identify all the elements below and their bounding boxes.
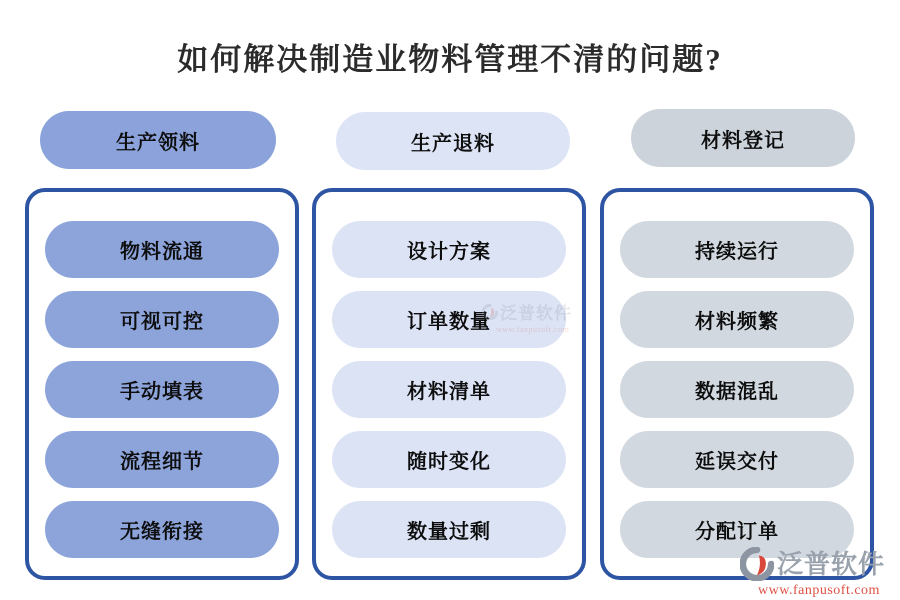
item-label: 材料清单 xyxy=(407,381,491,403)
item-label: 随时变化 xyxy=(407,451,491,473)
column-production-return xyxy=(312,188,586,580)
item-pill xyxy=(45,221,279,278)
item-label: 无缝衔接 xyxy=(120,521,204,543)
header-pill-material-registration xyxy=(631,109,855,167)
item-label: 分配订单 xyxy=(695,521,779,543)
item-label: 材料频繁 xyxy=(695,311,779,333)
item-label: 可视可控 xyxy=(120,311,204,333)
page-title: 如何解决制造业物料管理不清的问题? xyxy=(177,42,723,77)
item-pill xyxy=(332,501,566,558)
brand-name: 泛普软件 xyxy=(777,549,886,579)
item-pill xyxy=(332,221,566,278)
item-pill xyxy=(620,221,854,278)
watermark-url: www.fanpusoft.com xyxy=(496,325,570,334)
header-pill-label: 生产退料 xyxy=(411,132,495,155)
item-label: 延误交付 xyxy=(695,451,779,473)
column-material-registration xyxy=(600,188,874,580)
brand-logo xyxy=(740,547,898,599)
brand-url: www.fanpusoft.com xyxy=(758,583,880,598)
item-pill xyxy=(332,361,566,418)
item-pill xyxy=(45,431,279,488)
item-pill xyxy=(332,431,566,488)
item-label: 流程细节 xyxy=(120,451,204,473)
item-pill xyxy=(45,291,279,348)
item-pill xyxy=(620,361,854,418)
header-pill-label: 生产领料 xyxy=(116,131,200,154)
item-pill xyxy=(45,361,279,418)
item-label: 手动填表 xyxy=(120,381,204,403)
item-pill xyxy=(620,431,854,488)
item-label: 持续运行 xyxy=(695,241,779,263)
item-label: 数量过剩 xyxy=(407,521,491,543)
column-production-picking xyxy=(25,188,299,580)
item-label: 设计方案 xyxy=(407,241,491,263)
fanpu-swoosh-icon xyxy=(740,547,774,581)
item-label: 数据混乱 xyxy=(695,381,779,403)
header-pill-label: 材料登记 xyxy=(701,129,785,152)
header-pill-production-return xyxy=(336,112,570,170)
header-pill-production-picking xyxy=(40,111,276,169)
watermark-brand-name: 泛普软件 xyxy=(500,304,572,323)
item-label: 物料流通 xyxy=(120,241,204,263)
item-pill xyxy=(620,291,854,348)
item-pill xyxy=(45,501,279,558)
item-pill xyxy=(332,291,566,348)
item-label: 订单数量 xyxy=(407,311,491,333)
